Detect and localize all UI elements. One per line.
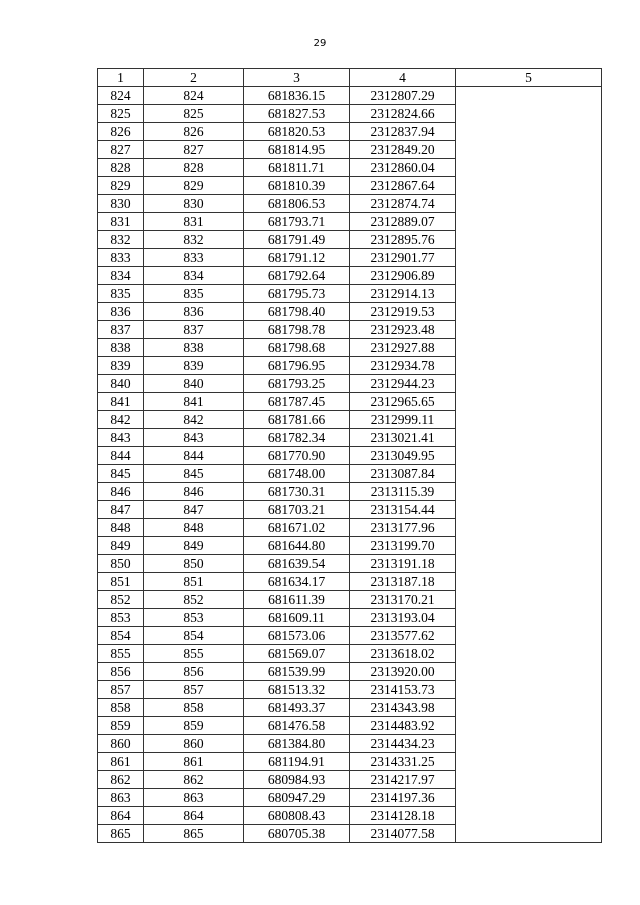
point-id-cell: 844 [144,447,244,465]
coord-y-cell: 2312837.94 [350,123,456,141]
coord-y-cell: 2312807.29 [350,87,456,105]
point-number-cell: 864 [98,807,144,825]
point-number-cell: 825 [98,105,144,123]
coord-x-cell: 681836.15 [244,87,350,105]
point-id-cell: 837 [144,321,244,339]
coord-y-cell: 2312901.77 [350,249,456,267]
point-number-cell: 844 [98,447,144,465]
point-number-cell: 841 [98,393,144,411]
point-number-cell: 830 [98,195,144,213]
point-id-cell: 828 [144,159,244,177]
coord-x-cell: 681194.91 [244,753,350,771]
point-number-cell: 852 [98,591,144,609]
coord-x-cell: 681820.53 [244,123,350,141]
coord-x-cell: 680808.43 [244,807,350,825]
point-id-cell: 846 [144,483,244,501]
point-number-cell: 835 [98,285,144,303]
coord-y-cell: 2314077.58 [350,825,456,843]
coord-y-cell: 2313618.02 [350,645,456,663]
coord-y-cell: 2312895.76 [350,231,456,249]
point-number-cell: 824 [98,87,144,105]
coord-x-cell: 681796.95 [244,357,350,375]
point-number-cell: 847 [98,501,144,519]
point-number-cell: 833 [98,249,144,267]
point-number-cell: 865 [98,825,144,843]
coord-y-cell: 2313115.39 [350,483,456,501]
coord-y-cell: 2314217.97 [350,771,456,789]
coord-y-cell: 2312919.53 [350,303,456,321]
point-id-cell: 824 [144,87,244,105]
coord-x-cell: 681827.53 [244,105,350,123]
point-number-cell: 832 [98,231,144,249]
coord-x-cell: 681795.73 [244,285,350,303]
coord-y-cell: 2313191.18 [350,555,456,573]
point-id-cell: 829 [144,177,244,195]
coord-x-cell: 681791.49 [244,231,350,249]
point-id-cell: 852 [144,591,244,609]
coord-x-cell: 681787.45 [244,393,350,411]
coord-y-cell: 2312927.88 [350,339,456,357]
coord-x-cell: 681793.71 [244,213,350,231]
point-number-cell: 859 [98,717,144,735]
coord-y-cell: 2313170.21 [350,591,456,609]
coord-x-cell: 681781.66 [244,411,350,429]
point-number-cell: 829 [98,177,144,195]
point-id-cell: 858 [144,699,244,717]
point-id-cell: 835 [144,285,244,303]
coord-y-cell: 2312944.23 [350,375,456,393]
point-id-cell: 863 [144,789,244,807]
coord-y-cell: 2313049.95 [350,447,456,465]
point-number-cell: 857 [98,681,144,699]
point-id-cell: 848 [144,519,244,537]
point-id-cell: 834 [144,267,244,285]
coord-y-cell: 2312934.78 [350,357,456,375]
coord-x-cell: 681791.12 [244,249,350,267]
header-row [98,69,602,87]
point-number-cell: 831 [98,213,144,231]
header-col-5: 5 [456,69,602,87]
point-id-cell: 862 [144,771,244,789]
point-number-cell: 837 [98,321,144,339]
point-id-cell: 860 [144,735,244,753]
coord-y-cell: 2313199.70 [350,537,456,555]
coord-x-cell: 681811.71 [244,159,350,177]
table-body [98,87,602,843]
point-number-cell: 834 [98,267,144,285]
point-id-cell: 836 [144,303,244,321]
point-id-cell: 857 [144,681,244,699]
coord-x-cell: 680984.93 [244,771,350,789]
coord-y-cell: 2313920.00 [350,663,456,681]
coord-y-cell: 2312824.66 [350,105,456,123]
coord-x-cell: 681798.68 [244,339,350,357]
coord-y-cell: 2313021.41 [350,429,456,447]
point-id-cell: 842 [144,411,244,429]
point-number-cell: 839 [98,357,144,375]
coord-x-cell: 681513.32 [244,681,350,699]
point-number-cell: 850 [98,555,144,573]
coord-x-cell: 681798.78 [244,321,350,339]
coord-y-cell: 2314331.25 [350,753,456,771]
point-id-cell: 840 [144,375,244,393]
coord-x-cell: 681671.02 [244,519,350,537]
point-number-cell: 862 [98,771,144,789]
header-col-3: 3 [244,69,350,87]
coord-x-cell: 681609.11 [244,609,350,627]
coord-y-cell: 2312874.74 [350,195,456,213]
coord-y-cell: 2313154.44 [350,501,456,519]
point-number-cell: 836 [98,303,144,321]
coord-y-cell: 2312914.13 [350,285,456,303]
point-id-cell: 841 [144,393,244,411]
point-number-cell: 846 [98,483,144,501]
point-id-cell: 847 [144,501,244,519]
coord-y-cell: 2313187.18 [350,573,456,591]
coord-y-cell: 2313577.62 [350,627,456,645]
coord-x-cell: 681730.31 [244,483,350,501]
coord-x-cell: 681573.06 [244,627,350,645]
point-number-cell: 826 [98,123,144,141]
point-id-cell: 854 [144,627,244,645]
coord-x-cell: 681793.25 [244,375,350,393]
column-5-empty-cell [456,87,602,843]
coord-x-cell: 681611.39 [244,591,350,609]
point-number-cell: 858 [98,699,144,717]
point-number-cell: 856 [98,663,144,681]
header-col-1: 1 [98,69,144,87]
point-number-cell: 843 [98,429,144,447]
point-number-cell: 827 [98,141,144,159]
point-number-cell: 855 [98,645,144,663]
coord-y-cell: 2312965.65 [350,393,456,411]
coord-y-cell: 2314128.18 [350,807,456,825]
coord-y-cell: 2313087.84 [350,465,456,483]
point-id-cell: 833 [144,249,244,267]
table-row [98,87,602,105]
coord-x-cell: 681493.37 [244,699,350,717]
coord-x-cell: 680947.29 [244,789,350,807]
coord-x-cell: 681569.07 [244,645,350,663]
table-header [98,69,602,87]
coord-y-cell: 2312860.04 [350,159,456,177]
point-id-cell: 853 [144,609,244,627]
point-id-cell: 850 [144,555,244,573]
point-id-cell: 845 [144,465,244,483]
coord-x-cell: 681806.53 [244,195,350,213]
point-id-cell: 827 [144,141,244,159]
point-id-cell: 849 [144,537,244,555]
point-id-cell: 825 [144,105,244,123]
point-number-cell: 828 [98,159,144,177]
coord-y-cell: 2312889.07 [350,213,456,231]
point-id-cell: 861 [144,753,244,771]
point-number-cell: 863 [98,789,144,807]
coord-y-cell: 2312923.48 [350,321,456,339]
point-id-cell: 838 [144,339,244,357]
point-number-cell: 838 [98,339,144,357]
coord-x-cell: 681748.00 [244,465,350,483]
coord-y-cell: 2314483.92 [350,717,456,735]
point-id-cell: 851 [144,573,244,591]
coord-x-cell: 681476.58 [244,717,350,735]
point-number-cell: 848 [98,519,144,537]
point-id-cell: 859 [144,717,244,735]
point-number-cell: 849 [98,537,144,555]
point-id-cell: 865 [144,825,244,843]
coord-x-cell: 681539.99 [244,663,350,681]
coord-x-cell: 681644.80 [244,537,350,555]
coord-y-cell: 2314197.36 [350,789,456,807]
point-number-cell: 854 [98,627,144,645]
point-number-cell: 845 [98,465,144,483]
coord-x-cell: 681792.64 [244,267,350,285]
point-number-cell: 860 [98,735,144,753]
point-id-cell: 856 [144,663,244,681]
coord-x-cell: 681770.90 [244,447,350,465]
header-col-4: 4 [350,69,456,87]
point-id-cell: 843 [144,429,244,447]
coord-y-cell: 2312999.11 [350,411,456,429]
coord-y-cell: 2313193.04 [350,609,456,627]
point-number-cell: 853 [98,609,144,627]
point-number-cell: 840 [98,375,144,393]
coord-y-cell: 2313177.96 [350,519,456,537]
coord-y-cell: 2314343.98 [350,699,456,717]
coord-y-cell: 2314434.23 [350,735,456,753]
point-number-cell: 842 [98,411,144,429]
coord-y-cell: 2314153.73 [350,681,456,699]
point-id-cell: 839 [144,357,244,375]
coord-x-cell: 681703.21 [244,501,350,519]
coordinates-table [97,68,602,843]
coord-x-cell: 681810.39 [244,177,350,195]
coord-y-cell: 2312867.64 [350,177,456,195]
point-id-cell: 832 [144,231,244,249]
point-number-cell: 861 [98,753,144,771]
point-id-cell: 830 [144,195,244,213]
coord-x-cell: 681782.34 [244,429,350,447]
point-number-cell: 851 [98,573,144,591]
coord-x-cell: 681634.17 [244,573,350,591]
point-id-cell: 826 [144,123,244,141]
coord-y-cell: 2312906.89 [350,267,456,285]
page-number: 29 [313,38,327,49]
coord-y-cell: 2312849.20 [350,141,456,159]
point-id-cell: 831 [144,213,244,231]
point-id-cell: 855 [144,645,244,663]
coord-x-cell: 680705.38 [244,825,350,843]
coord-x-cell: 681798.40 [244,303,350,321]
point-id-cell: 864 [144,807,244,825]
coord-x-cell: 681384.80 [244,735,350,753]
coord-x-cell: 681639.54 [244,555,350,573]
coord-x-cell: 681814.95 [244,141,350,159]
header-col-2: 2 [144,69,244,87]
